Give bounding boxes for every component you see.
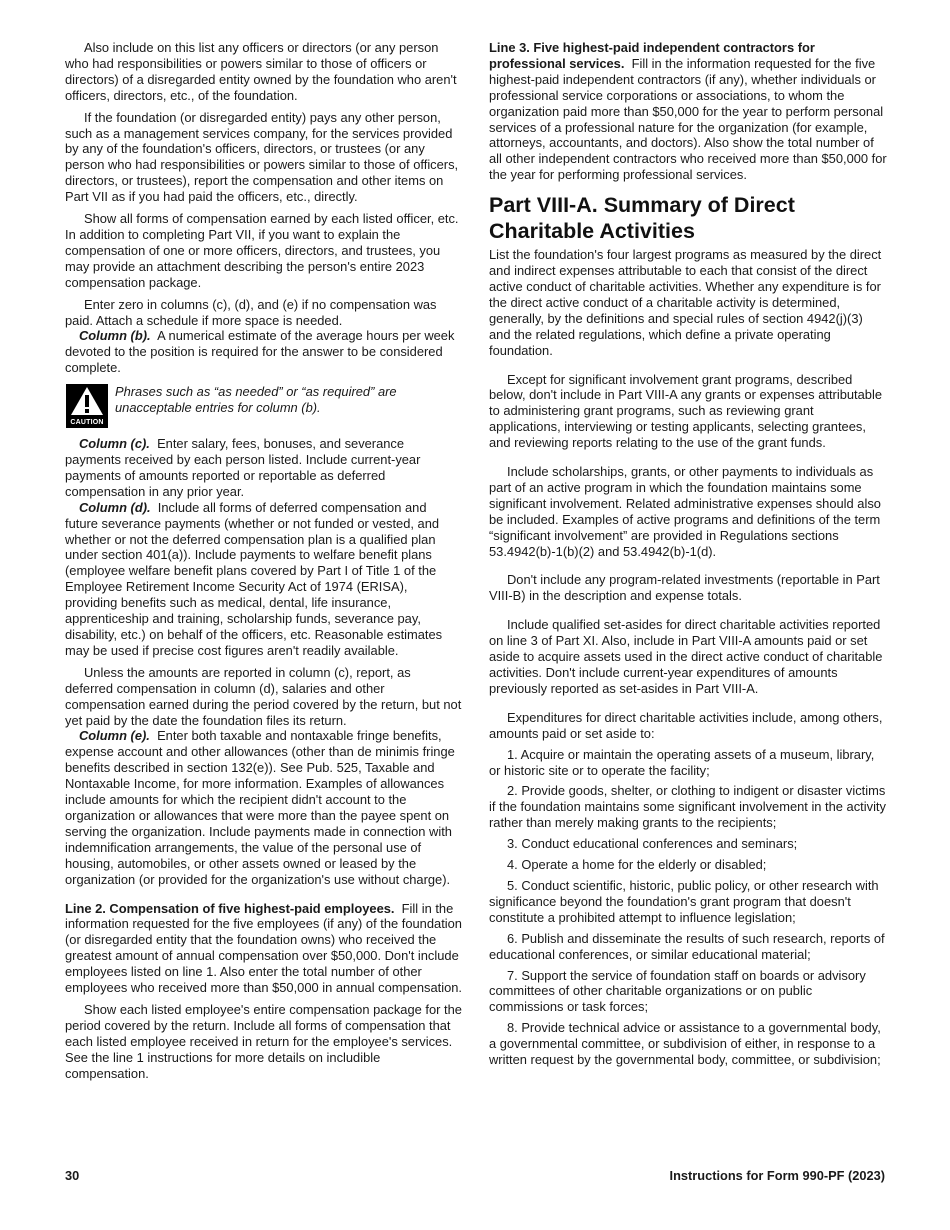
column-c-text: Enter salary, fees, bonuses, and severance payments received by each person listed. Include current-year payments of amounts reported or reportable as deferred compensation in any prior year. <box>65 436 421 499</box>
column-e-heading: Column (e). <box>79 728 150 744</box>
list-item: 3. Conduct educational conferences and seminars; <box>507 836 798 852</box>
line-2-paragraph <box>65 901 462 996</box>
column-b-paragraph <box>65 328 462 376</box>
paragraph: Enter zero in columns (c), (d), and (e) if no compensation was paid. Attach a schedule if more space is needed. <box>65 296 437 328</box>
line-3-paragraph <box>489 40 887 183</box>
list-item: 1. Acquire or maintain the operating assets of a museum, library, or historic site or to operate the facility; <box>489 746 875 778</box>
line-3-heading: Line 3. Five highest-paid independent contractors for professional services. <box>489 40 815 71</box>
paragraph: List the foundation's four largest programs as measured by the direct and indirect expenses attributable to each that consist of the direct active conduct of charitable activities. Whether any expenditure is for the direct active conduct of a charitable activity is determined, generally, by the definitions and special rules of section 4942(j)(3) and the related regulations, which define a private operating foundation. <box>489 247 882 358</box>
column-c-heading: Column (c). <box>79 436 150 452</box>
section-heading: Part VIII-A. Summary of Direct Charitable Activities <box>489 193 795 244</box>
paragraph: Also include on this list any officers or directors (or any person who had responsibilities or powers similar to those of officers or directors) of a disregarded entity owned by the foundation who aren't officers, directors, etc., of the foundation. <box>65 40 457 103</box>
right-column <box>489 40 887 1068</box>
paragraph: If the foundation (or disregarded entity) pays any other person, such as a management services company, for the services provided by any of the foundation's officers, directors, or trustees (or any person who had responsibilities or powers similar to those of officers, directors, or trustees), report the compensation and other items on Part VII as if you had paid the officers, etc., directly. <box>65 109 459 205</box>
list-item: 2. Provide goods, shelter, or clothing to indigent or disaster victims if the foundation maintains some significant involvement in the activity rather than merely making grants to the recipients; <box>489 783 886 831</box>
page-number: 30 <box>65 1168 80 1183</box>
column-e-paragraph <box>65 728 462 887</box>
list-item: 5. Conduct scientific, historic, public policy, or other research with significance beyond the foundation's grant program that doesn't constitute a prohibited attempt to influence legislation; <box>489 877 879 925</box>
list-item: 8. Provide technical advice or assistance to a governmental body, a governmental committee, or subdivision of either, in response to a written request by the governmental body, committee, or subdivision; <box>489 1020 881 1068</box>
paragraph: Unless the amounts are reported in column (c), report, as deferred compensation in column (d), salaries and other compensation earned during the period covered by the return, but not yet paid by the date the foundation files its return. <box>65 664 462 728</box>
form-title: Instructions for Form 990-PF (2023) <box>669 1168 885 1183</box>
paragraph: Include qualified set-asides for direct charitable activities reported on line 3 of Part XI. Also, include in Part VIII-A amounts paid or set aside to acquire assets used in the direct active conduct of charitable activities. Don't include current-year expenditures of amounts previously reported as set-asides in Part VIII-A. <box>489 617 883 696</box>
line-2-text: Fill in the information requested for the five employees (if any) of the foundation (or disregarded entity that the foundation owns) who received the greatest amount of annual compensation over $50,000. Don't include employees listed on line 1. Also enter the total number of other employees who received more than $50,000 in annual compensation. <box>65 900 462 996</box>
column-b-text: A numerical estimate of the average hours per week devoted to the position is required for the answer to be considered complete. <box>65 328 455 376</box>
list-item: 7. Support the service of foundation staff on boards or advisory committees of other charitable organizations or on public commissions or task forces; <box>489 967 866 1015</box>
list-item: 6. Publish and disseminate the results of such research, reports of educational conferences, or similar educational material; <box>489 930 885 962</box>
paragraph: Expenditures for direct charitable activities include, among others, amounts paid or set aside to: <box>489 709 883 741</box>
line-3-text: Fill in the information requested for the five highest-paid independent contractors (if any), whether individuals or professional service corporations or associations, to whom the organization paid more than $50,000 for the year to perform personal services of a professional nature for the organization (for example, attorneys, accountants, and doctors). Also show the total number of all other independent contractors who received more than $50,000 for the year for performing professional services. <box>489 55 887 183</box>
left-column <box>65 40 462 1081</box>
paragraph: Show all forms of compensation earned by each listed officer, etc. In addition to completing Part VII, if you want to explain the compensation of one or more officers, directors, and trustees, you may provide an attachment describing the person's entire 2023 compensation package. <box>65 211 459 290</box>
paragraph: Include scholarships, grants, or other payments to individuals as part of an active program in which the foundation maintains some significant involvement. Related administrative expenses should also be included. Examples of active programs and definitions of the term “significant involvement” are provided in Regulations sections 53.4942(b)-1(b)(2) and 53.4942(b)-1(d). <box>489 464 881 559</box>
caution-label: CAUTION <box>70 419 104 427</box>
paragraph: Except for significant involvement grant programs, described below, don't include in Part VIII-A any grants or expenses attributable to administering grant programs, such as reviewing grant applications, interviewing or testing applicants, selecting grantees, and reviewing reports relating to the use of the grant funds. <box>489 371 882 451</box>
column-e-text: Enter both taxable and nontaxable fringe benefits, expense account and other allowances (other than de minimis fringe benefits described in section 132(e)). See Pub. 525, Taxable and Nontaxable Income, for more information. Examples of allowances include amounts for which the recipient didn't account to the organization or allowances that were more than the payee spent on serving the organization. Include payments made in connection with indemnification arrangements, the value of the personal use of housing, automobiles, or other assets owned or leased by the organization (or provided for the organization's use without charge). <box>65 728 455 887</box>
column-c-paragraph <box>65 436 462 500</box>
caution-note <box>65 384 462 428</box>
column-d-text: Include all forms of deferred compensation and future severance payments (whether or not funded or vested, and whether or not the deferred compensation plan is a qualified plan under section 401(a)). Include payments to welfare benefit plans (employee welfare benefit plans covered by Part I of Title 1 of the Employee Retirement Income Security Act of 1974 (ERISA), providing benefits such as medical, dental, life insurance, apprenticeship and training, scholarship funds, severance pay, disability, etc.) on behalf of the officers, etc. Reasonable estimates may be used if precise cost figures aren't readily available. <box>65 499 443 658</box>
caution-text: Phrases such as “as needed” or “as required” are unacceptable entries for column (b). <box>115 384 397 416</box>
column-d-heading: Column (d). <box>79 499 151 515</box>
paragraph: Show each listed employee's entire compensation package for the period covered by the return. Include all forms of compensation that each listed employee received in return for the employee's services. See the line 1 instructions for more details on includible compensation. <box>65 1001 462 1081</box>
list-item: 4. Operate a home for the elderly or disabled; <box>507 857 767 873</box>
line-2-heading: Line 2. Compensation of five highest-paid employees. <box>65 900 395 916</box>
caution-icon <box>66 384 108 428</box>
column-b-heading: Column (b). <box>79 328 151 344</box>
paragraph: Don't include any program-related investments (reportable in Part VIII-B) in the description and expense totals. <box>489 572 880 604</box>
column-d-paragraph <box>65 500 462 659</box>
activity-list <box>489 747 887 1068</box>
